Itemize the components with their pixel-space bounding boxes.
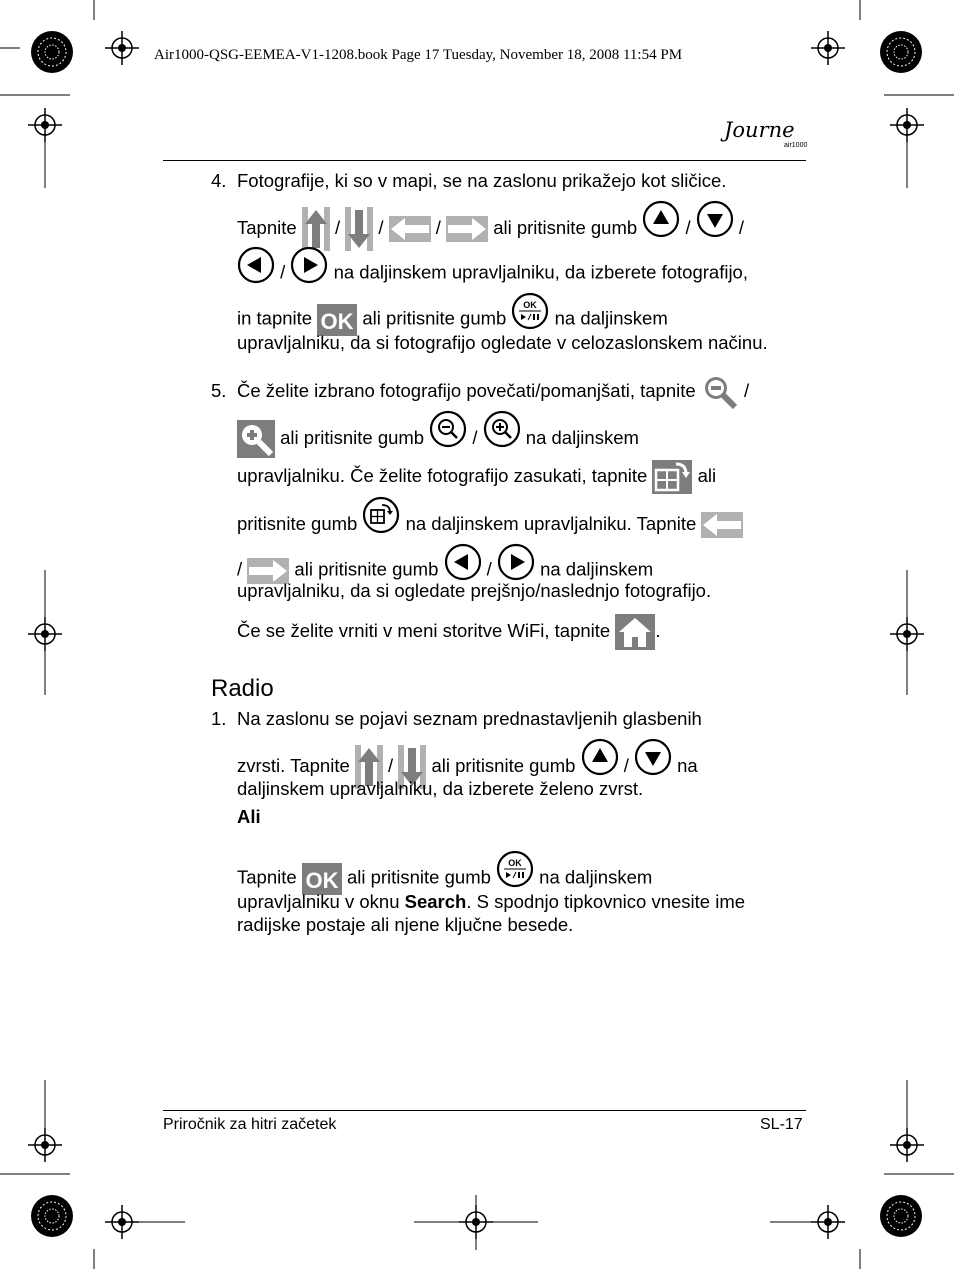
search-window-name: Search [404, 891, 467, 912]
text: ali pritisnite gumb [294, 558, 439, 580]
text: ali pritisnite gumb [280, 426, 425, 448]
radio-line1: Na zaslonu se pojavi seznam prednastavljenih glasbenih [237, 708, 702, 729]
step-number: 5. [211, 380, 227, 401]
slash: / [472, 426, 478, 448]
text: ali pritisnite gumb [362, 307, 507, 329]
logo-subtext: air1000 [784, 142, 808, 149]
svg-text:OK: OK [305, 867, 339, 893]
home-icon[interactable] [615, 614, 655, 650]
footer-title: Priročnik za hitri začetek [163, 1116, 337, 1133]
text: ali pritisnite gumb [431, 754, 576, 776]
text: pritisnite gumb [237, 512, 358, 534]
radio-line3: daljinskem upravljalniku, da izberete želeno zvrst. [237, 778, 644, 799]
text: na daljinskem [554, 307, 668, 329]
tap-text: Tapnite [237, 216, 297, 238]
text: Če se želite vrniti v meni storitve WiFi, tapnite [237, 620, 611, 641]
print-header: Air1000-QSG-EEMEA-V1-1208.book Page 17 Tuesday, November 18, 2008 11:54 PM [154, 47, 683, 63]
ok-icon[interactable] [302, 863, 342, 895]
text: upravljalniku v oknu [237, 891, 400, 912]
text: Če želite izbrano fotografijo povečati/pomanjšati, tapnite [237, 380, 696, 401]
zoom-out-icon[interactable] [701, 373, 739, 411]
text: . S spodnjo tipkovnico vnesite ime [466, 891, 746, 912]
step-number: 4. [211, 170, 227, 191]
period: . [655, 620, 661, 641]
slash: / [378, 216, 384, 238]
text: na [677, 754, 698, 776]
logo-script: Journe [724, 118, 795, 142]
left-arrow-icon[interactable] [389, 216, 431, 242]
page-number: SL-17 [760, 1116, 803, 1133]
up-arrow-icon[interactable] [302, 207, 330, 251]
text: in tapnite [237, 307, 313, 329]
svg-text:OK: OK [508, 858, 522, 868]
text: ali pritisnite gumb [346, 866, 491, 888]
down-arrow-icon[interactable] [345, 207, 373, 251]
header-rule [163, 160, 806, 161]
text: na daljinskem upravljalniku. Tapnite [405, 512, 697, 534]
slash: / [738, 216, 744, 238]
text: na daljinskem [540, 558, 654, 580]
step5-line3 [237, 452, 716, 500]
text: na daljinskem [539, 866, 653, 888]
slash: / [685, 216, 691, 238]
journe-logo [724, 118, 808, 149]
or-press-text: ali pritisnite gumb [493, 216, 638, 238]
text: na daljinskem [525, 426, 639, 448]
step-number: 1. [211, 708, 227, 729]
footer-rule [163, 1110, 806, 1111]
step4-line5: upravljalniku, da si fotografijo ogledate v celozaslonskem načinu. [237, 332, 768, 353]
slash: / [280, 261, 286, 283]
rotate-icon[interactable] [652, 460, 692, 494]
step4-line3-text: na daljinskem upravljalniku, da izberete fotografijo, [333, 261, 748, 283]
step4-line1: Fotografije, ki so v mapi, se na zaslonu prikažejo kot sličice. [237, 170, 727, 191]
slash: / [237, 558, 243, 580]
ok-icon[interactable] [317, 304, 357, 336]
radio-line6 [237, 891, 745, 913]
text: Tapnite [237, 866, 297, 888]
radio-ali: Ali [237, 806, 261, 827]
slash: / [334, 216, 341, 238]
slash: / [435, 216, 441, 238]
text: ali [697, 465, 717, 486]
svg-text:OK: OK [523, 300, 538, 310]
slash: / [388, 754, 394, 776]
svg-text:OK: OK [320, 308, 354, 334]
text: upravljalniku. Če želite fotografijo zasukati, tapnite [237, 465, 648, 486]
section-heading-radio: Radio [211, 675, 274, 702]
slash: / [486, 558, 492, 580]
right-arrow-icon[interactable] [446, 216, 488, 242]
left-arrow-icon[interactable] [701, 512, 743, 538]
step5-line7 [237, 606, 660, 656]
step5-line6: upravljalniku, da si ogledate prejšnjo/naslednjo fotografijo. [237, 580, 712, 601]
text: zvrsti. Tapnite [237, 754, 350, 776]
radio-line7: radijske postaje ali njene ključne besede. [237, 914, 574, 935]
slash: / [623, 754, 629, 776]
slash: / [743, 380, 750, 401]
